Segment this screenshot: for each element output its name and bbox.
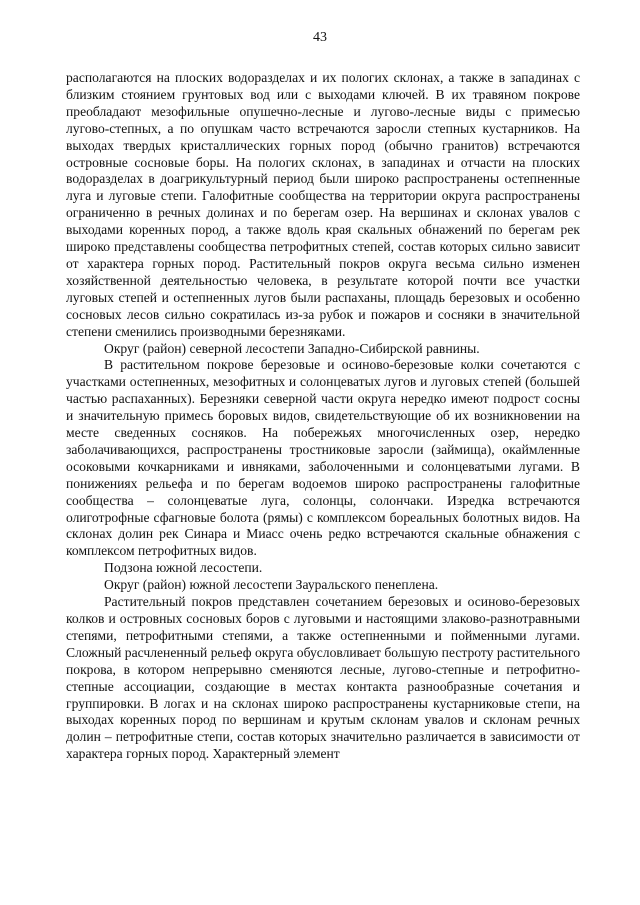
paragraph-northern-forest-steppe: В растительном покрове березовые и осиново-березовые колки сочетаются с участками остепненных, мезофитных и солонцеватых лугов и луговых степей (большей частью распаханных). Березняки северной части округа нередко имеют подрост сосны и значительную примесь боровых видов, свидетельствующие об их возникновении на месте сведенных сосняков. На побережьях многочисленных озер, нередко заболачивающихся, распространены тростниковые заросли (займища), окаймленные осоковыми кочкарниками и ивняками, заболоченными и солонцеватыми лугами. В понижениях рельефа и по берегам водоемов широко распространены галофитные сообщества – солонцеватые луга, солонцы, солончаки. Изредка встречаются олиготрофные сфагновые болота (рямы) с комплексом бореальных болотных видов. На склонах долин рек Синара и Миасс очень редко встречаются скальные обнажения с комплексом петрофитных видов. (66, 357, 580, 559)
district-heading-northern-forest-steppe: Округ (район) северной лесостепи Западно-Сибирской равнины. (104, 340, 480, 356)
paragraph-continued: располагаются на плоских водоразделах и их пологих склонах, а также в западинах с близким стоянием грунтовых вод или с выходами ключей. В их травяном покрове преобладают мезофильные опушечно-лесные и лугово-лесные виды с примесью лугово-степных, а по опушкам часто встречаются заросли степных кустарников. На выходах твердых кристаллических горных пород (обычно гранитов) встречаются островные сосновые боры. На пологих склонах, в западинах и отчасти на плоских водоразделах в доагрикультурный период были широко распространены остепненные луга и луговые степи. Галофитные сообщества на территории округа распространены ограниченно в речных долинах и по берегам озер. На вершинах и склонах увалов с выходами коренных пород, а также вдоль края скальных обнажений по берегам рек широко представлены сообщества петрофитных степей, состав которых сильно зависит от характера горных пород. Растительный покров округа весьма сильно изменен хозяйственной деятельностью человека, в результате которой почти все участки луговых степей и остепненных лугов были распаханы, площадь березовых и особенно сосновых лесов сильно сократилась из-за рубок и пожаров и сосняки в значительной степени сменились производными березняками. (66, 70, 580, 339)
page-body (66, 70, 580, 763)
subzone-heading-southern-forest-steppe: Подзона южной лесостепи. (104, 560, 263, 576)
page-number: 43 (313, 30, 327, 45)
paragraph-southern-forest-steppe: Растительный покров представлен сочетанием березовых и осиново-березовых колков и островных сосновых боров с луговыми и настоящими злаково-разнотравными степями, петрофитными степями, а также остепненными и пойменными лугами. Сложный расчлененный рельеф округа обусловливает большую пестроту растительного покрова, в котором непрерывно сменяются лесные, лугово-степные и петрофитно-степные ассоциации, создающие в местах контакта разнообразные сочетания и группировки. В логах и на склонах широко распространены кустарниковые степи, на выходах коренных пород по вершинам и крутым склонам увалов и склонам речных долин – петрофитные степи, состав которых значительно различается в зависимости от характера горных пород. Характерный элемент (66, 594, 580, 762)
district-heading-southern-forest-steppe: Округ (район) южной лесостепи Зауральского пенеплена. (104, 577, 439, 593)
